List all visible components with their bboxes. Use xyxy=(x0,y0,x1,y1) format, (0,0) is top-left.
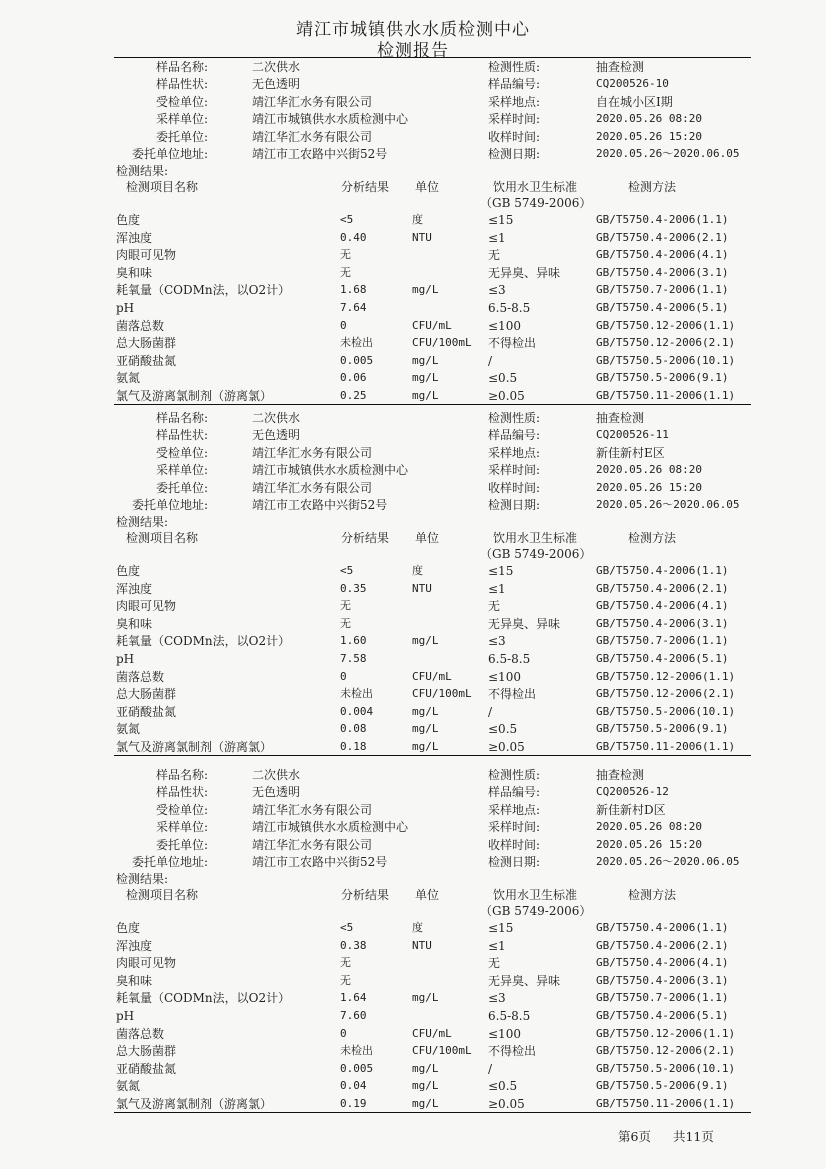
standard-value: ≤3 xyxy=(488,634,506,649)
info-value: 二次供水 xyxy=(252,768,301,782)
standard-value: 不得检出 xyxy=(488,1044,537,1059)
method-value: GB/T5750.5-2006(10.1) xyxy=(596,704,736,718)
result-value: 0 xyxy=(340,669,347,683)
header-result: 分析结果 xyxy=(341,180,390,194)
info-label: 检测日期: xyxy=(488,147,541,161)
method-value: GB/T5750.12-2006(1.1) xyxy=(596,669,736,683)
info-label: 检测性质: xyxy=(488,411,541,425)
info-value: 2020.05.26～2020.06.05 xyxy=(596,855,740,868)
method-value: GB/T5750.4-2006(5.1) xyxy=(596,301,729,314)
method-value: GB/T5750.12-2006(1.1) xyxy=(596,318,736,332)
info-value: 无色透明 xyxy=(252,428,301,443)
item-name: 耗氧量（CODMn法，以O2计） xyxy=(116,634,291,649)
method-value: GB/T5750.5-2006(9.1) xyxy=(596,722,729,736)
unit-value: CFU/100mL xyxy=(412,1044,472,1058)
item-name: 色度 xyxy=(116,213,141,227)
result-value: 0.19 xyxy=(340,1097,367,1110)
info-label: 委托单位: xyxy=(155,480,208,495)
header-standard-code: （GB 5749-2006） xyxy=(480,904,592,918)
result-value: 无 xyxy=(340,265,351,279)
method-value: GB/T5750.4-2006(5.1) xyxy=(596,1009,729,1022)
page-total: 共11页 xyxy=(672,1129,714,1144)
method-value: GB/T5750.4-2006(1.1) xyxy=(596,564,729,577)
method-value: GB/T5750.4-2006(3.1) xyxy=(596,616,729,630)
standard-value: ≤15 xyxy=(488,564,514,578)
info-value: 靖江市工农路中兴街52号 xyxy=(252,855,388,869)
info-value: 2020.05.26～2020.06.05 xyxy=(596,147,740,160)
info-value: 2020.05.26 15:20 xyxy=(596,837,702,851)
info-label: 样品性状: xyxy=(155,785,208,800)
method-value: GB/T5750.4-2006(2.1) xyxy=(596,230,729,244)
info-value: 靖江市工农路中兴街52号 xyxy=(252,498,388,512)
unit-value: mg/L xyxy=(412,283,439,297)
item-name: 臭和味 xyxy=(116,265,153,280)
item-name: 亚硝酸盐氮 xyxy=(116,704,177,719)
result-value: 0.005 xyxy=(340,1061,374,1075)
info-label: 样品名称: xyxy=(155,768,208,782)
item-name: 耗氧量（CODMn法，以O2计） xyxy=(116,283,291,298)
method-value: GB/T5750.4-2006(2.1) xyxy=(596,581,729,595)
standard-value: ≤0.5 xyxy=(488,371,518,386)
item-name: pH xyxy=(116,652,135,666)
info-label: 检测性质: xyxy=(488,60,541,74)
item-name: 总大肠菌群 xyxy=(116,687,177,702)
info-label: 采样时间: xyxy=(488,820,541,835)
result-value: <5 xyxy=(340,564,354,577)
info-value: CQ200526-10 xyxy=(596,77,669,91)
item-name: 色度 xyxy=(116,921,141,935)
item-name: pH xyxy=(116,301,135,315)
unit-value: mg/L xyxy=(412,740,439,753)
item-name: 浑浊度 xyxy=(116,230,153,245)
info-value: 靖江市城镇供水水质检测中心 xyxy=(252,112,409,127)
unit-value: mg/L xyxy=(412,991,439,1005)
unit-value: mg/L xyxy=(412,722,439,736)
info-value: 抽查检测 xyxy=(596,411,645,425)
info-value: 2020.05.26 15:20 xyxy=(596,480,702,494)
standard-value: ≥0.05 xyxy=(488,389,525,403)
standard-value: 无 xyxy=(488,248,501,263)
info-value: 2020.05.26 15:20 xyxy=(596,129,702,143)
result-value: 0.38 xyxy=(340,938,367,952)
result-value: 无 xyxy=(340,248,351,262)
result-value: 未检出 xyxy=(340,1044,373,1058)
info-value: 抽查检测 xyxy=(596,60,645,74)
header-standard: 饮用水卫生标准 xyxy=(493,180,578,194)
item-name: pH xyxy=(116,1009,135,1023)
unit-value: mg/L xyxy=(412,704,439,718)
result-value: 0.40 xyxy=(340,230,367,244)
info-label: 采样单位: xyxy=(155,463,208,478)
info-value: 靖江华汇水务有限公司 xyxy=(252,480,373,495)
item-name: 总大肠菌群 xyxy=(116,1044,177,1059)
item-name: 色度 xyxy=(116,564,141,578)
unit-value: 度 xyxy=(412,921,423,934)
header-standard-code: （GB 5749-2006） xyxy=(480,547,592,561)
page-footer xyxy=(618,1127,736,1145)
result-value: 7.58 xyxy=(340,652,367,665)
info-value: 靖江华汇水务有限公司 xyxy=(252,837,373,852)
item-name: 氨氮 xyxy=(116,1079,141,1094)
result-value: 0.004 xyxy=(340,704,374,718)
standard-value: ≤0.5 xyxy=(488,1079,518,1094)
method-value: GB/T5750.4-2006(4.1) xyxy=(596,248,729,262)
info-label: 委托单位: xyxy=(155,129,208,144)
item-name: 菌落总数 xyxy=(116,669,165,684)
header-standard: 饮用水卫生标准 xyxy=(493,531,578,545)
result-value: 0.005 xyxy=(340,353,374,367)
info-label: 采样地点: xyxy=(488,802,541,817)
info-value: 二次供水 xyxy=(252,60,301,74)
item-name: 亚硝酸盐氮 xyxy=(116,353,177,368)
method-value: GB/T5750.7-2006(1.1) xyxy=(596,634,729,648)
standard-value: ≤1 xyxy=(488,230,506,245)
header-result: 分析结果 xyxy=(341,888,390,902)
result-value: 7.64 xyxy=(340,301,367,314)
method-value: GB/T5750.12-2006(2.1) xyxy=(596,1044,736,1058)
unit-value: 度 xyxy=(412,213,423,226)
standard-value: 6.5-8.5 xyxy=(488,1009,531,1023)
info-label: 检测日期: xyxy=(488,498,541,512)
header-unit: 单位 xyxy=(415,888,440,902)
standard-value: 不得检出 xyxy=(488,336,537,351)
standard-value: 无异臭、异味 xyxy=(488,616,561,631)
item-name: 菌落总数 xyxy=(116,318,165,333)
standard-value: ≤1 xyxy=(488,581,506,596)
method-value: GB/T5750.4-2006(5.1) xyxy=(596,652,729,665)
standard-value: ≤100 xyxy=(488,669,521,684)
result-value: <5 xyxy=(340,213,354,226)
method-value: GB/T5750.7-2006(1.1) xyxy=(596,283,729,297)
info-label: 样品性状: xyxy=(155,77,208,92)
item-name: 肉眼可见物 xyxy=(116,599,177,614)
info-value: 靖江市工农路中兴街52号 xyxy=(252,147,388,161)
info-label: 委托单位地址: xyxy=(131,147,208,161)
method-value: GB/T5750.12-2006(2.1) xyxy=(596,687,736,701)
header-item: 检测项目名称 xyxy=(126,180,199,194)
results-heading: 检测结果: xyxy=(116,872,169,886)
info-label: 样品编号: xyxy=(488,428,541,443)
method-value: GB/T5750.4-2006(4.1) xyxy=(596,956,729,970)
item-name: 氨氮 xyxy=(116,371,141,386)
info-value: 新佳新村E区 xyxy=(596,445,665,460)
info-value: 靖江华汇水务有限公司 xyxy=(252,445,373,460)
info-value: 二次供水 xyxy=(252,411,301,425)
info-label: 样品编号: xyxy=(488,77,541,92)
info-label: 样品编号: xyxy=(488,785,541,800)
unit-value: CFU/100mL xyxy=(412,336,472,350)
result-value: 0 xyxy=(340,1026,347,1040)
result-value: 无 xyxy=(340,616,351,630)
info-label: 委托单位地址: xyxy=(131,498,208,512)
info-label: 样品名称: xyxy=(155,411,208,425)
info-value: 靖江市城镇供水水质检测中心 xyxy=(252,820,409,835)
info-label: 采样地点: xyxy=(488,94,541,109)
info-value: 靖江市城镇供水水质检测中心 xyxy=(252,463,409,478)
info-label: 采样地点: xyxy=(488,445,541,460)
info-value: 靖江华汇水务有限公司 xyxy=(252,94,373,109)
method-value: GB/T5750.5-2006(9.1) xyxy=(596,1079,729,1093)
item-name: 总大肠菌群 xyxy=(116,336,177,351)
info-label: 受检单位: xyxy=(155,802,208,817)
item-name: 臭和味 xyxy=(116,973,153,988)
unit-value: mg/L xyxy=(412,1079,439,1093)
result-value: 0.35 xyxy=(340,581,367,595)
info-value: 自在城小区Ⅰ期 xyxy=(596,94,673,109)
info-value: 无色透明 xyxy=(252,785,301,800)
method-value: GB/T5750.4-2006(3.1) xyxy=(596,265,729,279)
header-method: 检测方法 xyxy=(628,888,677,902)
info-label: 采样单位: xyxy=(155,820,208,835)
standard-value: 6.5-8.5 xyxy=(488,301,531,315)
standard-value: ≤100 xyxy=(488,318,521,333)
standard-value: ≤3 xyxy=(488,991,506,1006)
info-label: 委托单位: xyxy=(155,837,208,852)
header-unit: 单位 xyxy=(415,180,440,194)
method-value: GB/T5750.5-2006(10.1) xyxy=(596,1061,736,1075)
info-value: 2020.05.26 08:20 xyxy=(596,463,702,477)
info-label: 样品性状: xyxy=(155,428,208,443)
method-value: GB/T5750.4-2006(1.1) xyxy=(596,921,729,934)
info-label: 委托单位地址: xyxy=(131,855,208,869)
standard-value: ≤15 xyxy=(488,921,514,935)
item-name: 氯气及游离氯制剂（游离氯） xyxy=(116,740,273,754)
info-label: 采样时间: xyxy=(488,112,541,127)
standard-value: ≥0.05 xyxy=(488,740,525,754)
info-value: 靖江华汇水务有限公司 xyxy=(252,129,373,144)
method-value: GB/T5750.12-2006(2.1) xyxy=(596,336,736,350)
info-value: 抽查检测 xyxy=(596,768,645,782)
unit-value: NTU xyxy=(412,230,432,244)
item-name: 氯气及游离氯制剂（游离氯） xyxy=(116,389,273,403)
info-value: 2020.05.26 08:20 xyxy=(596,820,702,834)
result-value: 无 xyxy=(340,956,351,970)
report-subtitle: 检测报告 xyxy=(377,41,449,61)
info-label: 采样时间: xyxy=(488,463,541,478)
info-value: 2020.05.26～2020.06.05 xyxy=(596,498,740,511)
method-value: GB/T5750.7-2006(1.1) xyxy=(596,991,729,1005)
method-value: GB/T5750.4-2006(2.1) xyxy=(596,938,729,952)
unit-value: NTU xyxy=(412,581,432,595)
info-value: CQ200526-11 xyxy=(596,428,669,442)
unit-value: CFU/mL xyxy=(412,669,452,683)
header-unit: 单位 xyxy=(415,531,440,545)
standard-value: / xyxy=(488,1061,493,1076)
standard-value: ≤1 xyxy=(488,938,506,953)
report-title: 靖江市城镇供水水质检测中心 xyxy=(296,20,530,40)
unit-value: NTU xyxy=(412,938,432,952)
item-name: 浑浊度 xyxy=(116,581,153,596)
standard-value: ≤3 xyxy=(488,283,506,298)
method-value: GB/T5750.4-2006(4.1) xyxy=(596,599,729,613)
result-value: <5 xyxy=(340,921,354,934)
standard-value: 6.5-8.5 xyxy=(488,652,531,666)
result-value: 1.60 xyxy=(340,634,367,648)
result-value: 1.68 xyxy=(340,283,367,297)
item-name: 耗氧量（CODMn法，以O2计） xyxy=(116,991,291,1006)
result-value: 0.08 xyxy=(340,722,367,736)
section-rule xyxy=(114,404,751,405)
unit-value: CFU/mL xyxy=(412,318,452,332)
header-method: 检测方法 xyxy=(628,180,677,194)
method-value: GB/T5750.5-2006(9.1) xyxy=(596,371,729,385)
info-label: 收样时间: xyxy=(488,837,541,852)
unit-value: mg/L xyxy=(412,1061,439,1075)
result-value: 无 xyxy=(340,973,351,987)
result-value: 0.04 xyxy=(340,1079,367,1093)
standard-value: / xyxy=(488,704,493,719)
item-name: 氨氮 xyxy=(116,722,141,737)
result-value: 0.25 xyxy=(340,389,367,402)
standard-value: 无异臭、异味 xyxy=(488,265,561,280)
unit-value: mg/L xyxy=(412,1097,439,1110)
standard-value: 不得检出 xyxy=(488,687,537,702)
info-value: 靖江华汇水务有限公司 xyxy=(252,802,373,817)
header-item: 检测项目名称 xyxy=(126,531,199,545)
standard-value: 无 xyxy=(488,956,501,971)
result-value: 无 xyxy=(340,599,351,613)
info-label: 受检单位: xyxy=(155,445,208,460)
results-heading: 检测结果: xyxy=(116,164,169,178)
info-label: 受检单位: xyxy=(155,94,208,109)
result-value: 1.64 xyxy=(340,991,367,1005)
method-value: GB/T5750.11-2006(1.1) xyxy=(596,740,736,753)
standard-value: ≤15 xyxy=(488,213,514,227)
info-label: 样品名称: xyxy=(155,60,208,74)
header-method: 检测方法 xyxy=(628,531,677,545)
result-value: 0.06 xyxy=(340,371,367,385)
standard-value: 无 xyxy=(488,599,501,614)
item-name: 氯气及游离氯制剂（游离氯） xyxy=(116,1097,273,1111)
standard-value: ≤0.5 xyxy=(488,722,518,737)
results-heading: 检测结果: xyxy=(116,515,169,529)
result-value: 0 xyxy=(340,318,347,332)
item-name: 肉眼可见物 xyxy=(116,248,177,263)
method-value: GB/T5750.11-2006(1.1) xyxy=(596,1097,736,1110)
standard-value: 无异臭、异味 xyxy=(488,973,561,988)
info-label: 收样时间: xyxy=(488,129,541,144)
result-value: 未检出 xyxy=(340,336,373,350)
page-number: 第6页 xyxy=(618,1129,651,1144)
method-value: GB/T5750.4-2006(3.1) xyxy=(596,973,729,987)
info-value: 无色透明 xyxy=(252,77,301,92)
info-value: 新佳新村D区 xyxy=(596,802,666,817)
method-value: GB/T5750.5-2006(10.1) xyxy=(596,353,736,367)
info-label: 收样时间: xyxy=(488,480,541,495)
standard-value: / xyxy=(488,353,493,368)
method-value: GB/T5750.11-2006(1.1) xyxy=(596,389,736,402)
top-rule xyxy=(114,57,751,58)
result-value: 0.18 xyxy=(340,740,367,753)
result-value: 7.60 xyxy=(340,1009,367,1022)
item-name: 浑浊度 xyxy=(116,938,153,953)
standard-value: ≥0.05 xyxy=(488,1097,525,1111)
item-name: 亚硝酸盐氮 xyxy=(116,1061,177,1076)
unit-value: mg/L xyxy=(412,634,439,648)
info-value: CQ200526-12 xyxy=(596,785,669,799)
unit-value: CFU/mL xyxy=(412,1026,452,1040)
info-label: 检测日期: xyxy=(488,855,541,869)
unit-value: 度 xyxy=(412,564,423,577)
unit-value: mg/L xyxy=(412,353,439,367)
info-label: 检测性质: xyxy=(488,768,541,782)
method-value: GB/T5750.12-2006(1.1) xyxy=(596,1026,736,1040)
section-rule xyxy=(114,755,751,756)
unit-value: CFU/100mL xyxy=(412,687,472,701)
item-name: 肉眼可见物 xyxy=(116,956,177,971)
header-result: 分析结果 xyxy=(341,531,390,545)
header-item: 检测项目名称 xyxy=(126,888,199,902)
result-value: 未检出 xyxy=(340,687,373,701)
info-label: 采样单位: xyxy=(155,112,208,127)
item-name: 臭和味 xyxy=(116,616,153,631)
section-rule xyxy=(114,1112,751,1113)
method-value: GB/T5750.4-2006(1.1) xyxy=(596,213,729,226)
unit-value: mg/L xyxy=(412,389,439,402)
header-standard-code: （GB 5749-2006） xyxy=(480,196,592,210)
header-standard: 饮用水卫生标准 xyxy=(493,888,578,902)
item-name: 菌落总数 xyxy=(116,1026,165,1041)
standard-value: ≤100 xyxy=(488,1026,521,1041)
info-value: 2020.05.26 08:20 xyxy=(596,112,702,126)
unit-value: mg/L xyxy=(412,371,439,385)
